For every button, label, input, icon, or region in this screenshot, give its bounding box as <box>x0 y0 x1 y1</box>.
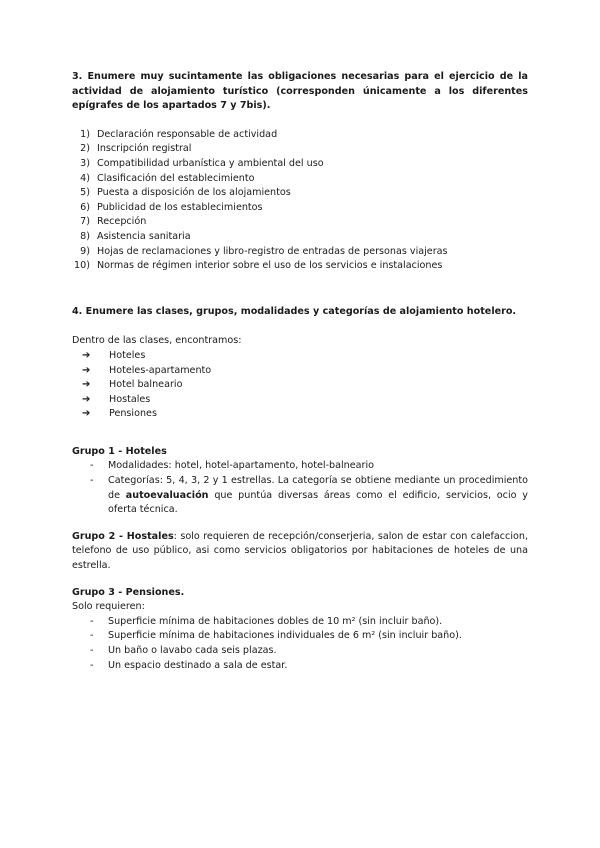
obligations-list <box>72 128 528 274</box>
question-3-title: 3. Enumere muy sucintamente las obligaciones necesarias para el ejercicio de la actividad de alojamiento turístico (corresponden únicamente a los diferentes epígrafes de los apartados 7 y 7bis). <box>72 71 528 112</box>
document-page <box>72 70 528 673</box>
group-3-intro: Solo requieren: <box>72 601 145 613</box>
list-item: 3) Compatibilidad urbanística y ambiental del uso <box>80 157 324 169</box>
arrow-right-icon: ➔ <box>82 364 91 376</box>
classes-list <box>72 349 528 422</box>
list-item: ➔ Hoteles-apartamento <box>82 364 528 379</box>
list-item: ➔ Hostales <box>82 393 528 408</box>
group-3-title: Grupo 3 - Pensiones. <box>72 586 185 598</box>
list-item: 8) Asistencia sanitaria <box>80 230 191 242</box>
list-item: - Categorías: 5, 4, 3, 2 y 1 estrellas. La categoría se obtiene mediante un procedimiento de autoevaluación que puntúa diversas áreas como el edificio, servicios, ocio y oferta técnica. <box>90 474 528 518</box>
list-item: 10) Normas de régimen interior sobre el uso de los servicios e instalaciones <box>74 260 443 272</box>
question-4-title: 4. Enumere las clases, grupos, modalidades y categorías de alojamiento hotelero. <box>72 305 517 317</box>
group-1-list <box>72 459 528 517</box>
list-item: - Un baño o lavabo cada seis plazas. <box>90 645 277 656</box>
list-item: 7) Recepción <box>80 216 147 228</box>
list-item: 4) Clasificación del establecimiento <box>80 172 255 184</box>
list-item: ➔ Hotel balneario <box>82 378 528 393</box>
list-item: - Modalidades: hotel, hotel-apartamento, hotel-balneario <box>90 459 528 474</box>
arrow-right-icon: ➔ <box>82 408 91 420</box>
group-3-list <box>72 615 528 673</box>
list-item: 5) Puesta a disposición de los alojamientos <box>80 187 291 199</box>
arrow-right-icon: ➔ <box>82 349 91 361</box>
arrow-right-icon: ➔ <box>82 393 91 405</box>
arrow-right-icon: ➔ <box>82 379 91 391</box>
group-1-modalidades: Modalidades: hotel, hotel-apartamento, hotel-balneario <box>108 460 375 472</box>
list-item: 9) Hojas de reclamaciones y libro-registro de entradas de personas viajeras <box>80 245 448 257</box>
list-item: - Superficie mínima de habitaciones individuales de 6 m² (sin incluir baño). <box>90 630 462 642</box>
group-1-categorias: Categorías: 5, 4, 3, 2 y 1 estrellas. La categoría se obtiene mediante un procedimiento de autoevaluación que puntúa diversas áreas como el edificio, servicios, ocio y oferta técnica. <box>108 475 528 516</box>
group-1-title: Grupo 1 - Hoteles <box>72 445 167 457</box>
list-item: 2) Inscripción registral <box>80 143 192 155</box>
list-item: 6) Publicidad de los establecimientos <box>80 201 263 213</box>
list-item: ➔ Hoteles <box>82 349 528 364</box>
classes-intro: Dentro de las clases, encontramos: <box>72 335 242 347</box>
list-item: - Un espacio destinado a sala de estar. <box>90 659 288 671</box>
list-item: 1) Declaración responsable de actividad <box>80 128 278 140</box>
list-item: - Superficie mínima de habitaciones dobles de 10 m² (sin incluir baño). <box>90 615 443 627</box>
group-2-paragraph: Grupo 2 - Hostales: solo requieren de recepción/conserjeria, salon de estar con calefaccion, telefono de uso público, asi como servicios obligatorios por habitaciones de hoteles de una estrella. <box>72 530 528 572</box>
list-item: ➔ Pensiones <box>82 407 528 422</box>
